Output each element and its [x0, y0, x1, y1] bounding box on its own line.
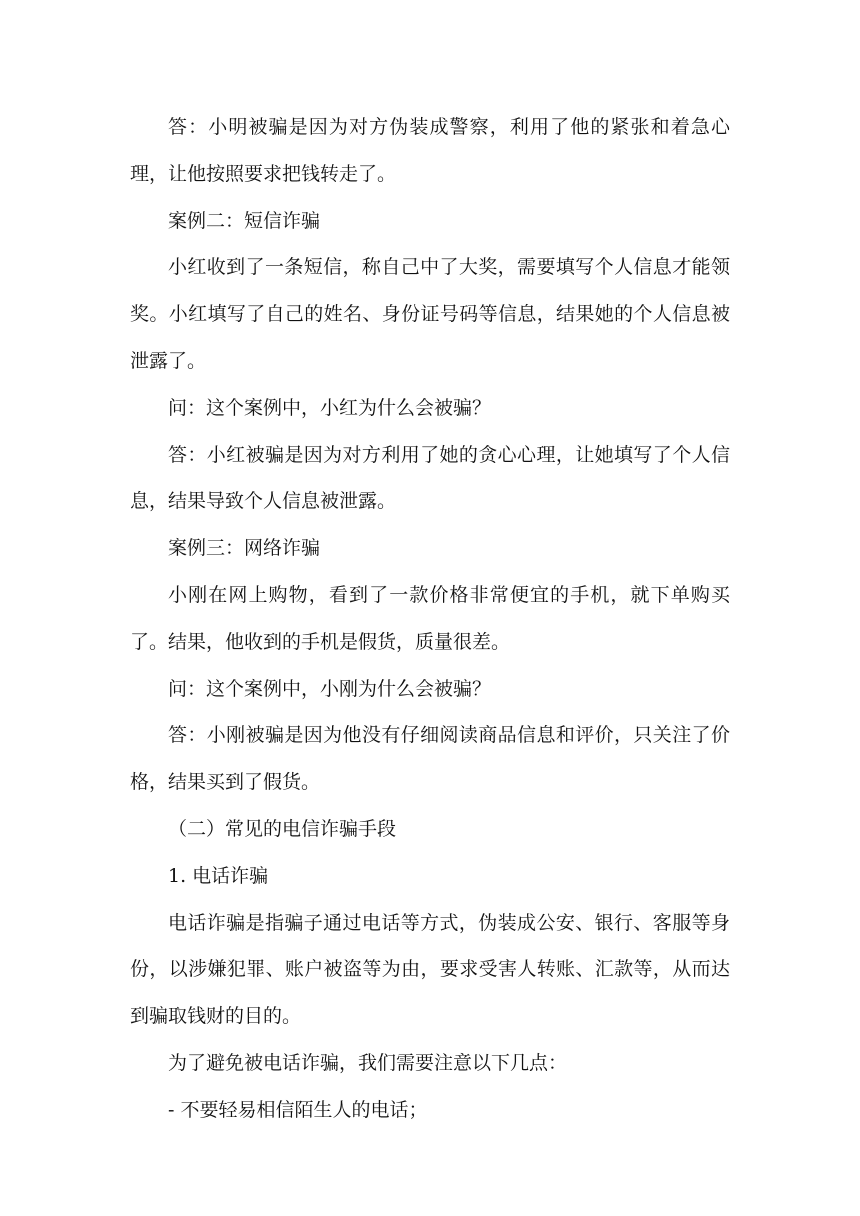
case-two-heading: 案例二：短信诈骗 — [168, 209, 321, 232]
phone-fraud-tips-intro: 为了避免被电话诈骗，我们需要注意以下几点： — [168, 1051, 568, 1074]
case-two-answer: 答：小红被骗是因为对方利用了她的贪心心理，让她填写了个人信息，结果导致个人信息被泄露。 — [130, 443, 730, 513]
case-two-question: 问：这个案例中，小红为什么会被骗？ — [168, 396, 492, 419]
case-three-question: 问：这个案例中，小刚为什么会被骗？ — [168, 677, 492, 700]
document-body — [130, 104, 730, 1134]
phone-fraud-description: 电话诈骗是指骗子通过电话等方式，伪装成公安、银行、客服等身份，以涉嫌犯罪、账户被盗等为由，要求受害人转账、汇款等，从而达到骗取钱财的目的。 — [130, 911, 730, 1028]
case-three-description: 小刚在网上购物，看到了一款价格非常便宜的手机，就下单购买了。结果，他收到的手机是假货，质量很差。 — [130, 583, 730, 653]
phone-fraud-tip-item: - 不要轻易相信陌生人的电话； — [168, 1098, 428, 1121]
section-heading-common-scams: （二）常见的电信诈骗手段 — [168, 817, 397, 840]
subsection-heading-phone-fraud: 1. 电话诈骗 — [168, 864, 269, 887]
case-three-answer: 答：小刚被骗是因为他没有仔细阅读商品信息和评价，只关注了价格，结果买到了假货。 — [130, 724, 730, 794]
case-two-description: 小红收到了一条短信，称自己中了大奖，需要填写个人信息才能领奖。小红填写了自己的姓名、身份证号码等信息，结果她的个人信息被泄露了。 — [130, 256, 730, 372]
case-three-heading: 案例三：网络诈骗 — [168, 537, 321, 560]
answer-paragraph-xiaoming: 答：小明被骗是因为对方伪装成警察，利用了他的紧张和着急心理，让他按照要求把钱转走了。 — [130, 116, 730, 185]
